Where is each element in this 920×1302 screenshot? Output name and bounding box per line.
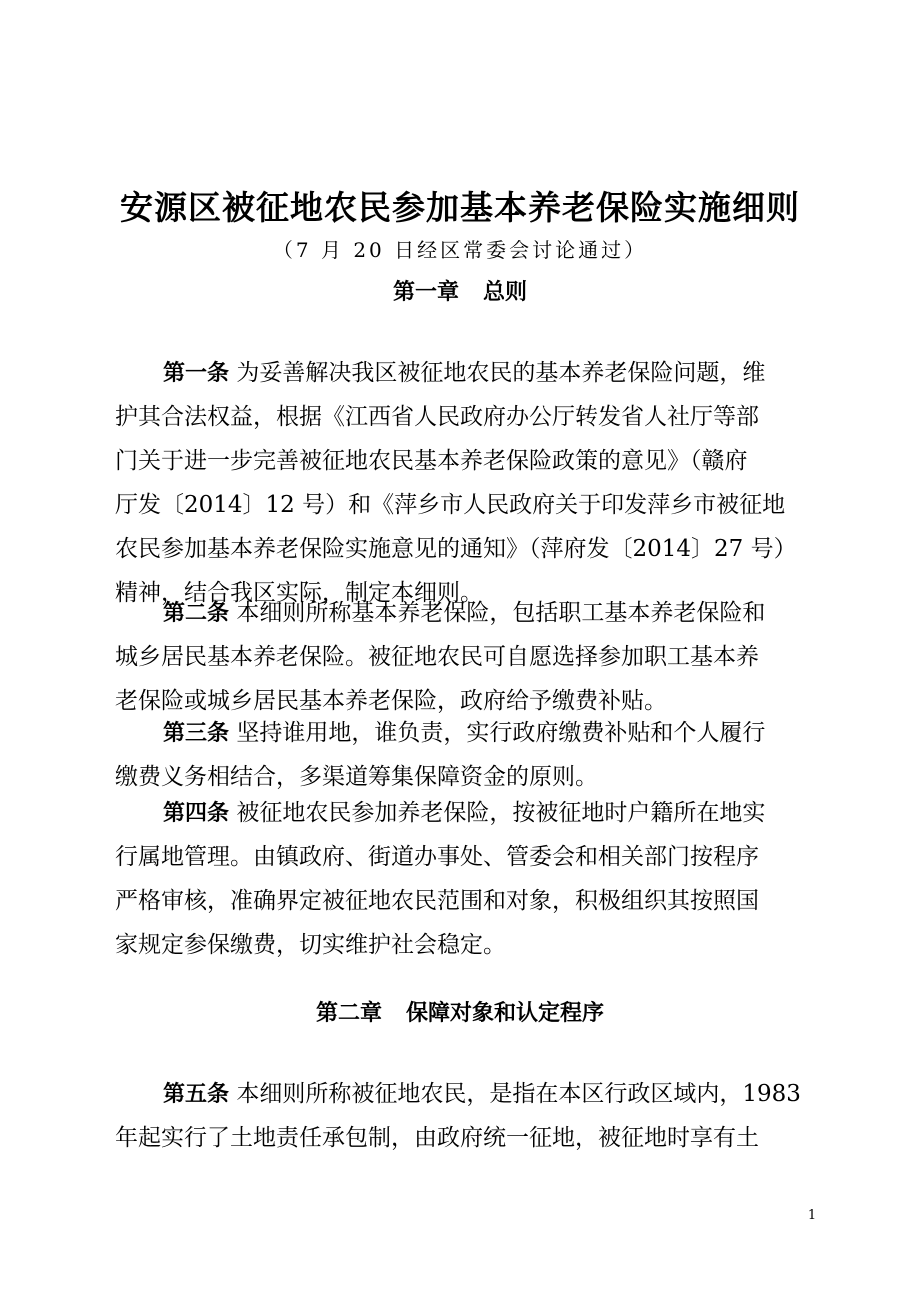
- article-line: 行属地管理。由镇政府、街道办事处、管委会和相关部门按程序: [115, 844, 759, 870]
- document-subtitle: （7 月 20 日经区常委会讨论通过）: [272, 238, 648, 262]
- chapter-name: 总则: [483, 280, 528, 305]
- document-title: 安源区被征地农民参加基本养老保险实施细则: [120, 188, 800, 227]
- chapter-label: 第二章: [315, 1001, 382, 1026]
- article-label: 第三条: [163, 721, 230, 746]
- article-2: [115, 591, 825, 723]
- article-line: 厅发〔2014〕12 号）和《萍乡市人民政府关于印发萍乡市被征地: [115, 492, 786, 518]
- article-line: 第一条 为妥善解决我区被征地农民的基本养老保险问题，维: [163, 360, 766, 386]
- article-line: 第二条 本细则所称基本养老保险，包括职工基本养老保险和: [163, 600, 766, 626]
- article-label: 第四条: [163, 801, 230, 826]
- article-line: 农民参加基本养老保险实施意见的通知》（萍府发〔2014〕27 号）: [115, 536, 797, 562]
- article-label: 第二条: [163, 601, 230, 626]
- article-line: 护其合法权益，根据《江西省人民政府办公厅转发省人社厅等部: [115, 404, 759, 430]
- article-line: 缴费义务相结合，多渠道筹集保障资金的原则。: [115, 764, 598, 790]
- chapter-name: 保障对象和认定程序: [406, 1001, 605, 1026]
- article-line: 精神，结合我区实际，制定本细则。: [115, 580, 483, 606]
- article-4: [115, 791, 825, 967]
- article-line: 第四条 被征地农民参加养老保险，按被征地时户籍所在地实: [163, 800, 766, 826]
- article-line: 城乡居民基本养老保险。被征地农民可自愿选择参加职工基本养: [115, 644, 759, 670]
- page-number: 1: [807, 1208, 817, 1223]
- chapter-heading-1: [0, 276, 920, 310]
- article-line: 门关于进一步完善被征地农民基本养老保险政策的意见》（赣府: [115, 448, 748, 474]
- article-line: 老保险或城乡居民基本养老保险，政府给予缴费补贴。: [115, 688, 667, 714]
- article-line: 家规定参保缴费，切实维护社会稳定。: [115, 932, 506, 958]
- article-label: 第一条: [163, 361, 230, 386]
- article-line: 第三条 坚持谁用地，谁负责，实行政府缴费补贴和个人履行: [163, 720, 766, 746]
- article-3: [115, 711, 825, 799]
- article-label: 第五条: [163, 1082, 230, 1107]
- article-5: [115, 1072, 825, 1160]
- chapter-label: 第一章: [392, 280, 459, 305]
- chapter-heading-2: [0, 997, 920, 1031]
- article-1: [115, 351, 825, 615]
- article-line: 严格审核，准确界定被征地农民范围和对象，积极组织其按照国: [115, 888, 759, 914]
- article-line: 年起实行了土地责任承包制，由政府统一征地，被征地时享有土: [115, 1125, 759, 1151]
- article-line: 第五条 本细则所称被征地农民，是指在本区行政区域内，1983: [163, 1081, 801, 1107]
